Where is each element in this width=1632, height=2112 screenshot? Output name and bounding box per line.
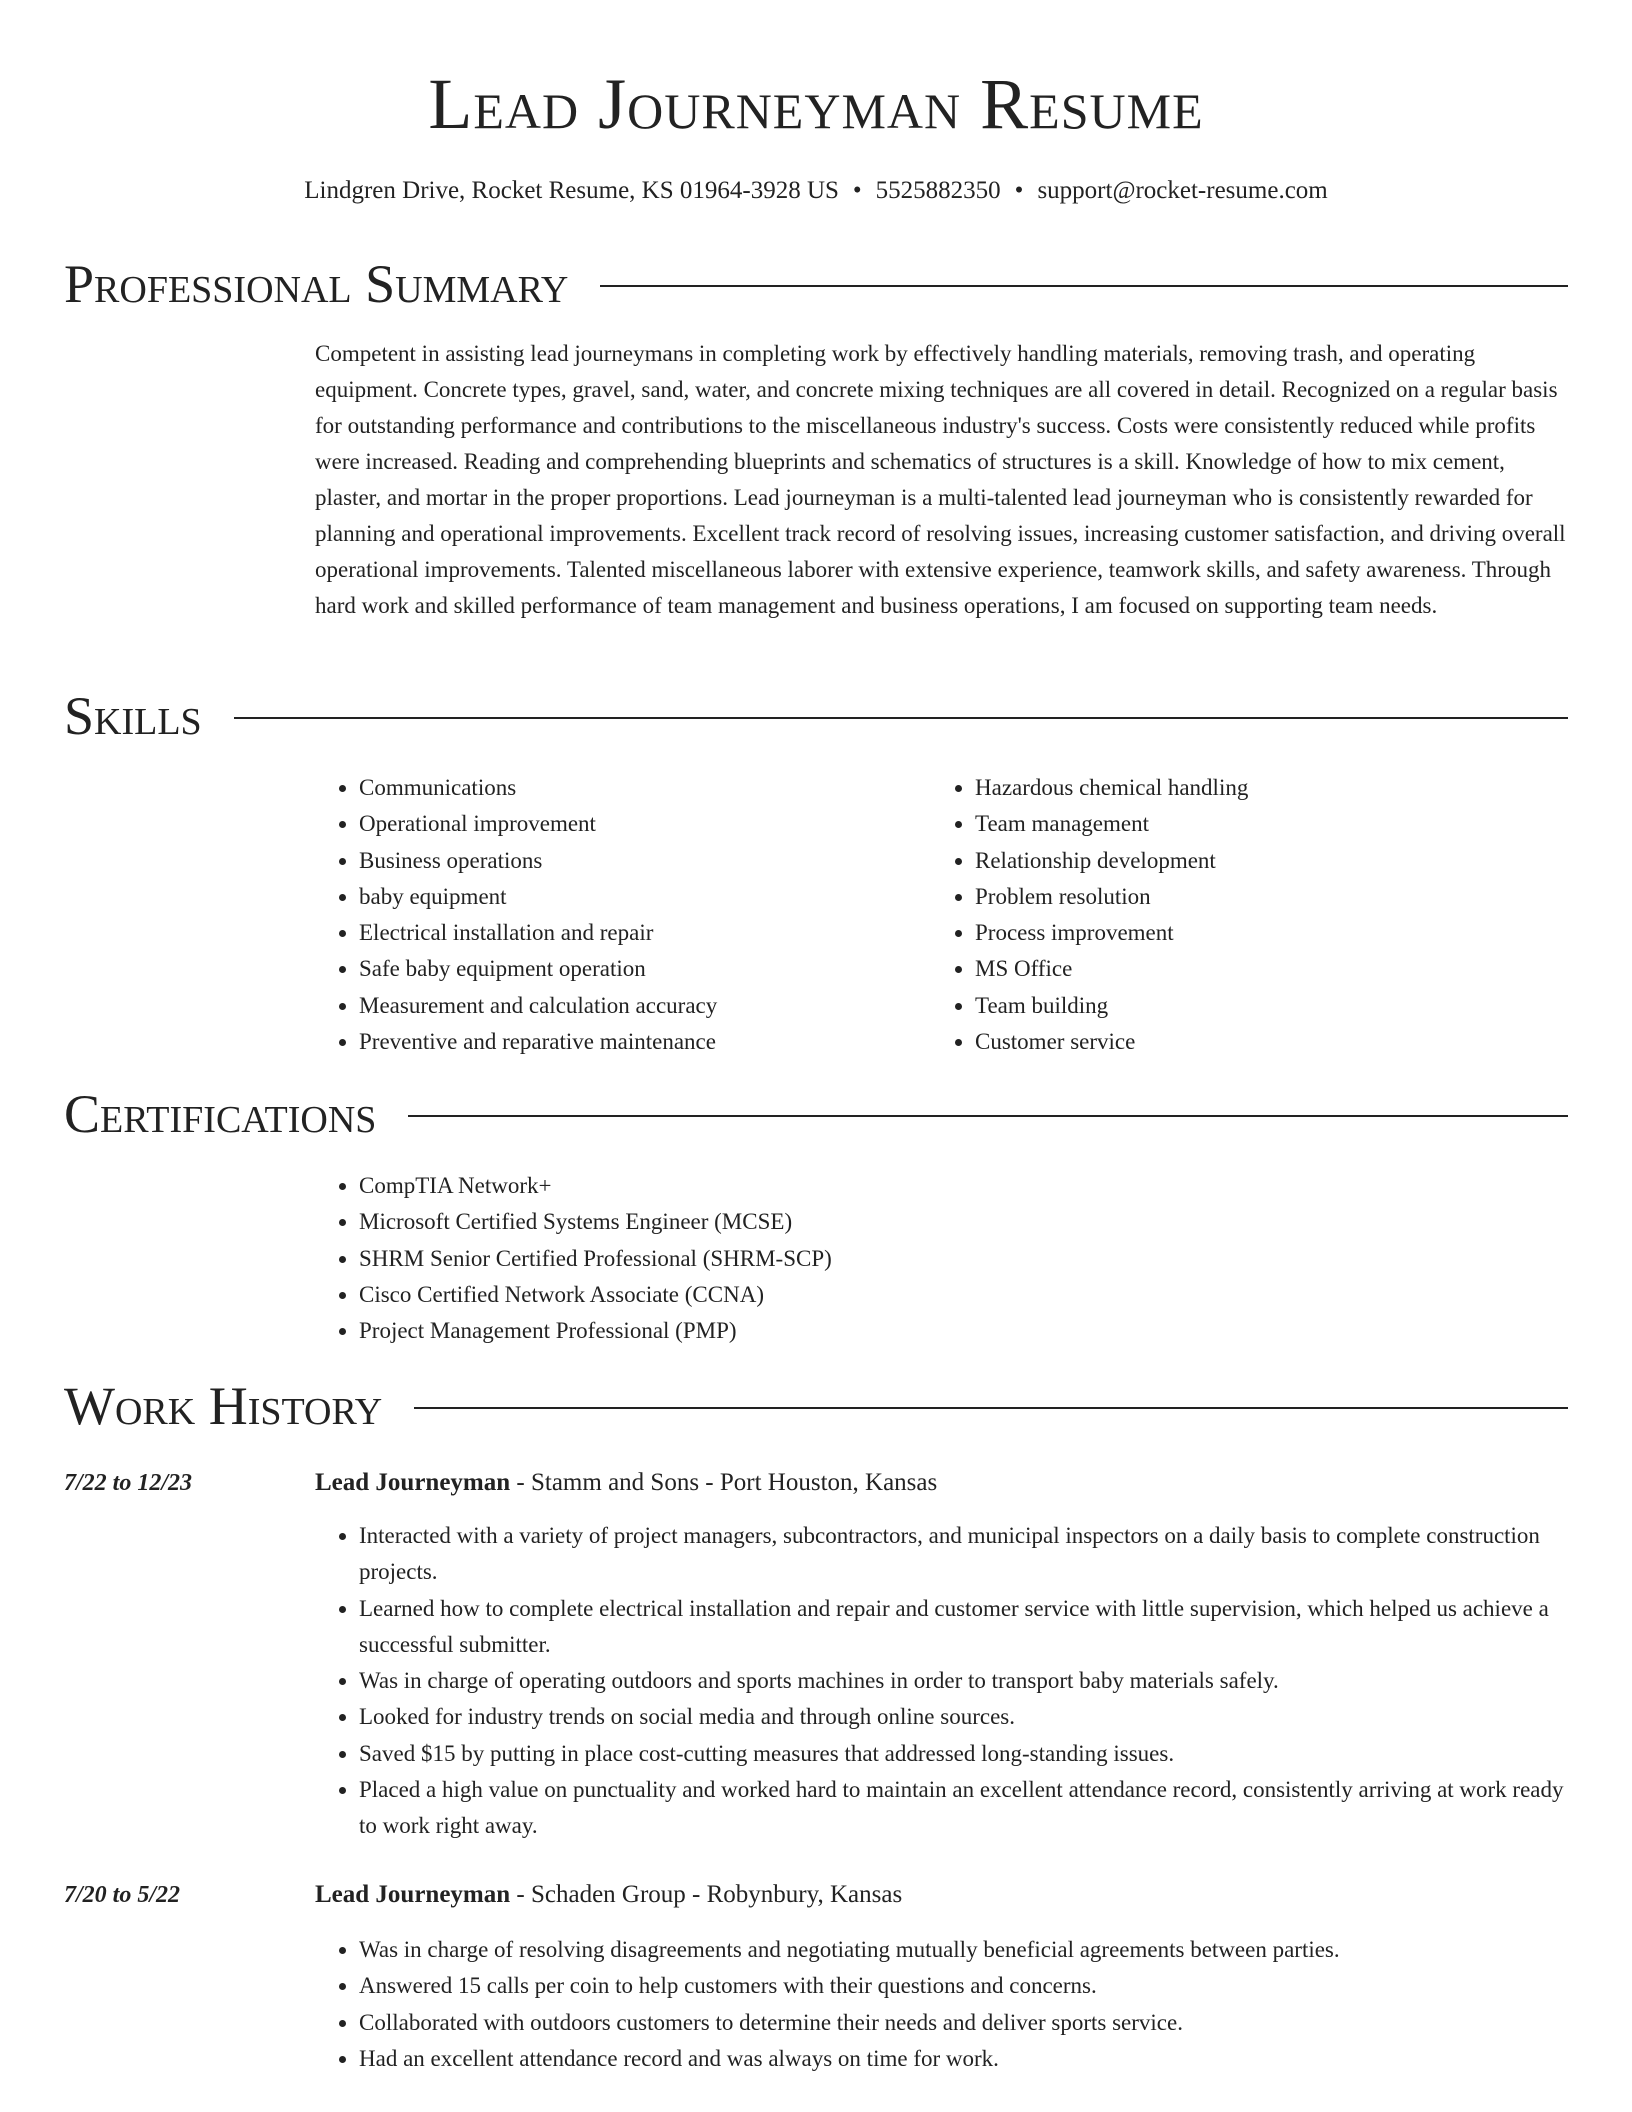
- list-item: • Preventive and reparative maintenance: [359, 1024, 875, 1060]
- list-item: • Project Management Professional (PMP): [359, 1313, 1568, 1349]
- list-item: • Collaborated with outdoors customers to determine their needs and deliver sports service.: [359, 2005, 1568, 2041]
- contact-separator: •: [1014, 177, 1024, 204]
- work-history-heading-label: Work History: [64, 1376, 383, 1436]
- resume-title: Lead Journeyman Resume: [428, 64, 1204, 144]
- list-item: • Operational improvement: [359, 806, 875, 842]
- certifications-heading-label: Certifications: [64, 1084, 377, 1144]
- job-employer-location: - Stamm and Sons - Port Houston, Kansas: [510, 1469, 938, 1496]
- job-bullets-block: [315, 1518, 1568, 1845]
- summary-text: Competent in assisting lead journeymans in completing work by effectively handling materials, removing trash, and operating equipment. Concrete types, gravel, sand, water, and concrete mixing techniques are all covered in detail. Recognized on a regular basis for outstanding performance and contributions to the miscellaneous industry's success. Costs were consistently reduced while profits were increased. Reading and comprehending blueprints and schematics of structures is a skill. Knowledge of how to mix cement, plaster, and mortar in the proper proportions. Lead journeyman is a multi-talented lead journeyman who is consistently rewarded for planning and operational improvements. Excellent track record of resolving issues, increasing customer satisfaction, and driving overall operational improvements. Talented miscellaneous laborer with extensive experience, teamwork skills, and safety awareness. Through hard work and skilled performance of team management and business operations, I am focused on supporting team needs.: [315, 341, 1566, 618]
- list-item: • Measurement and calculation accuracy: [359, 988, 875, 1024]
- job-dates: 7/20 to 5/22: [64, 1882, 181, 1908]
- list-item: • Answered 15 calls per coin to help customers with their questions and concerns.: [359, 1968, 1568, 2004]
- job-title: Lead Journeyman: [315, 1881, 511, 1908]
- skills-list-right: [931, 770, 1491, 1060]
- list-item: • Electrical installation and repair: [359, 915, 875, 951]
- skills-section-heading: [64, 684, 1568, 748]
- list-item: • Microsoft Certified Systems Engineer (MCSE): [359, 1204, 1568, 1240]
- list-item: • Was in charge of operating outdoors and sports machines in order to transport baby materials safely.: [359, 1663, 1568, 1699]
- list-item: • MS Office: [975, 951, 1491, 987]
- contact-separator: •: [852, 177, 862, 204]
- section-divider: [414, 1407, 1568, 1409]
- list-item: • Saved $15 by putting in place cost-cutting measures that addressed long-standing issues.: [359, 1736, 1568, 1772]
- list-item: • Team management: [975, 806, 1491, 842]
- section-divider: [408, 1115, 1568, 1117]
- job-bullet-list: [315, 1518, 1568, 1845]
- list-item: • Relationship development: [975, 843, 1491, 879]
- list-item: • Business operations: [359, 843, 875, 879]
- certifications-section-heading: [64, 1082, 1568, 1146]
- job-dates: 7/22 to 12/23: [64, 1470, 193, 1496]
- list-item: • Cisco Certified Network Associate (CCNA): [359, 1277, 1568, 1313]
- skills-heading-label: Skills: [64, 686, 202, 746]
- job-heading: [315, 1466, 937, 1500]
- list-item: • Communications: [359, 770, 875, 806]
- list-item: • Team building: [975, 988, 1491, 1024]
- section-divider: [600, 285, 1568, 287]
- list-item: • SHRM Senior Certified Professional (SHRM-SCP): [359, 1241, 1568, 1277]
- skills-column-right: [931, 770, 1491, 1060]
- summary-section-heading: [64, 252, 1568, 316]
- job-employer-location: - Schaden Group - Robynbury, Kansas: [510, 1881, 903, 1908]
- certifications-block: [315, 1168, 1568, 1349]
- contact-line: [0, 175, 1632, 207]
- section-divider: [234, 717, 1568, 719]
- skills-column-left: [315, 770, 875, 1060]
- contact-address: Lindgren Drive, Rocket Resume, KS 01964-3928 US: [304, 177, 839, 204]
- list-item: • Process improvement: [975, 915, 1491, 951]
- contact-phone: 5525882350: [875, 177, 1001, 204]
- job-bullet-list: [315, 1932, 1568, 2077]
- list-item: • Had an excellent attendance record and was always on time for work.: [359, 2041, 1568, 2077]
- list-item: • Learned how to complete electrical installation and repair and customer service with little supervision, which helped us achieve a successful submitter.: [359, 1591, 1568, 1664]
- list-item: • Was in charge of resolving disagreements and negotiating mutually beneficial agreements between parties.: [359, 1932, 1568, 1968]
- list-item: • Safe baby equipment operation: [359, 951, 875, 987]
- summary-heading-label: Professional Summary: [64, 254, 569, 314]
- list-item: • Hazardous chemical handling: [975, 770, 1491, 806]
- work-history-section-heading: [64, 1374, 1568, 1438]
- list-item: • Problem resolution: [975, 879, 1491, 915]
- contact-email[interactable]: support@rocket-resume.com: [1037, 177, 1328, 204]
- list-item: • CompTIA Network+: [359, 1168, 1568, 1204]
- list-item: • Placed a high value on punctuality and worked hard to maintain an excellent attendance record, consistently arriving at work ready to work right away.: [359, 1772, 1568, 1845]
- skills-list-left: [315, 770, 875, 1060]
- list-item: • Interacted with a variety of project managers, subcontractors, and municipal inspectors on a daily basis to complete construction projects.: [359, 1518, 1568, 1591]
- job-title: Lead Journeyman: [315, 1469, 511, 1496]
- list-item: • Looked for industry trends on social media and through online sources.: [359, 1699, 1568, 1735]
- job-heading: [315, 1878, 902, 1912]
- certifications-list: [315, 1168, 1568, 1349]
- list-item: • baby equipment: [359, 879, 875, 915]
- list-item: • Customer service: [975, 1024, 1491, 1060]
- job-bullets-block: [315, 1932, 1568, 2077]
